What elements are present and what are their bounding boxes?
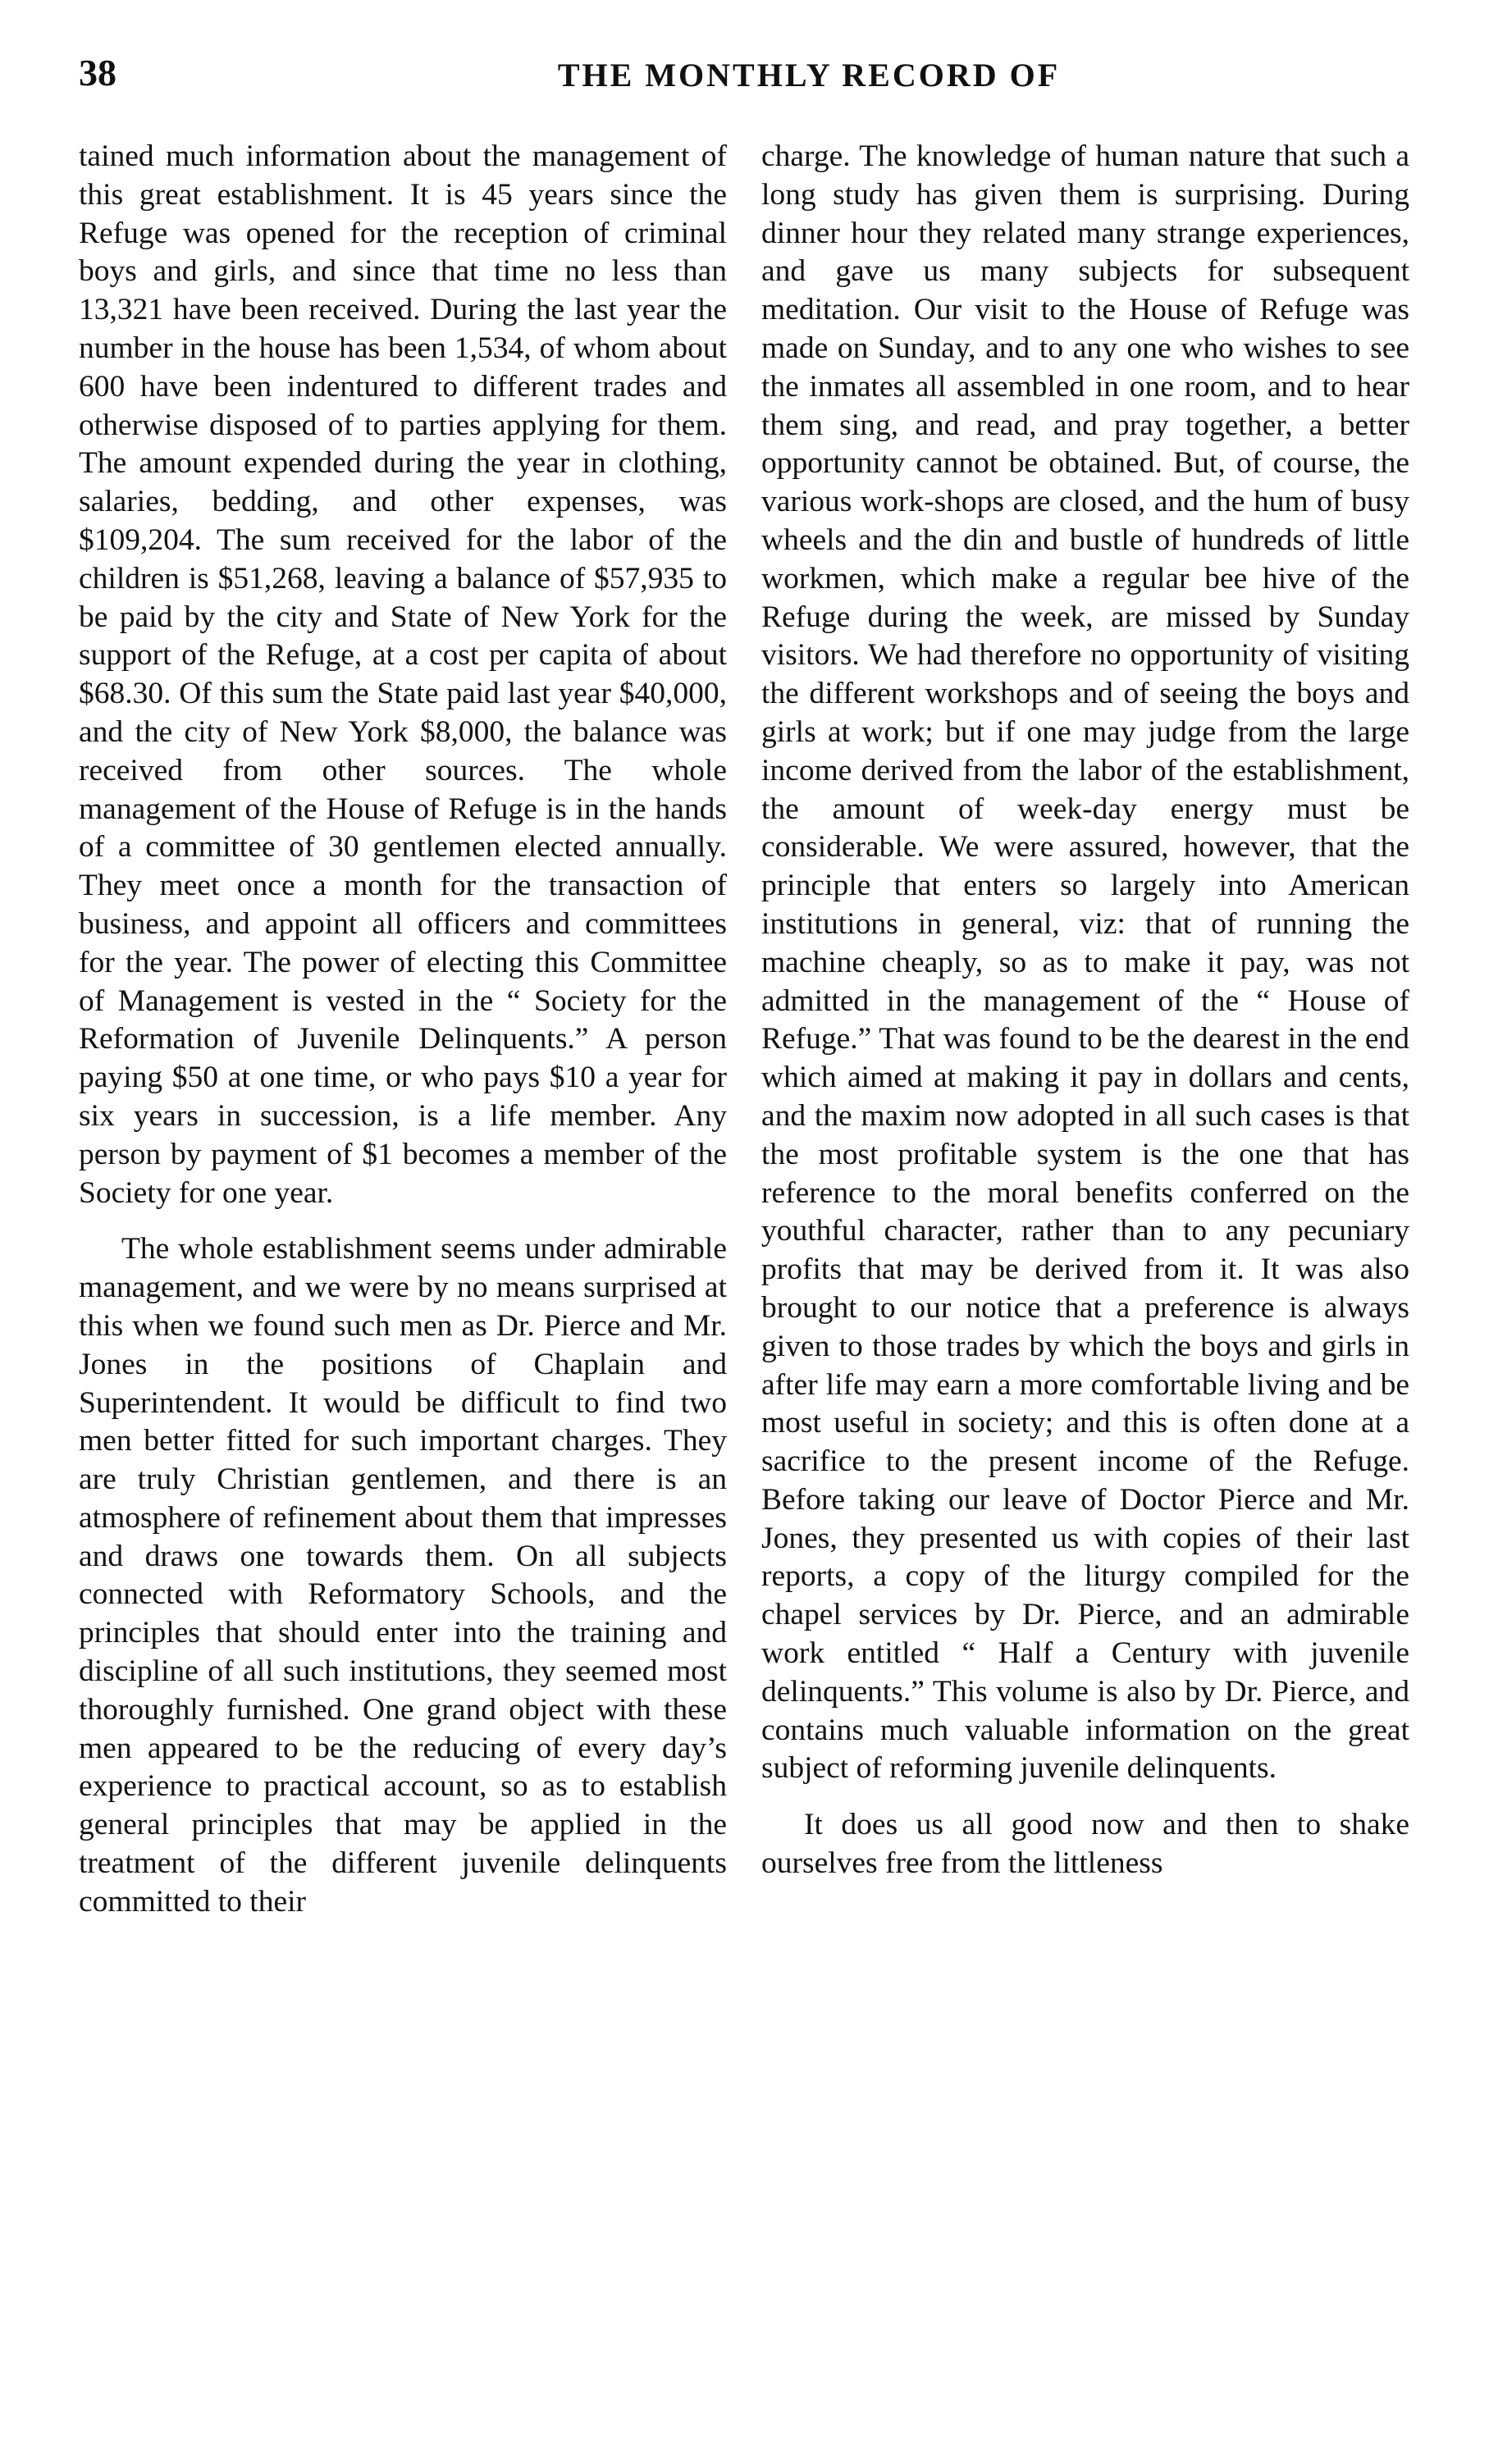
left-column — [79, 138, 727, 2434]
page-number: 38 — [79, 52, 116, 94]
running-head: THE MONTHLY RECORD OF — [557, 57, 1061, 94]
right-column — [761, 138, 1409, 2434]
right-paragraph-2: It does us all good now and then to shake ourselves free from the littleness — [761, 1808, 1409, 1881]
page-header — [79, 51, 1457, 116]
left-paragraph-2: The whole establishment seems under admirable management, and we were by no means surprised at this when we found such men as Dr. Pierce and Mr. Jones in the positions of Chaplain and Superintendent. It would be difficult to find two men better fitted for such important charges. They are truly Christian gentlemen, and there is an atmosphere of refinement about them that impresses and draws one towards them. On all subjects connected with Reformatory Schools, and the principles that should enter into the training and discipline of all such institutions, they seemed most thoroughly furnished. One grand object with these men appeared to be the reducing of every day’s experience to practical account, so as to establish general principles that may be applied in the treatment of the different juvenile delinquents committed to their — [79, 1232, 727, 1919]
right-paragraph-1: charge. The knowledge of human nature that such a long study has given them is surprising. During dinner hour they related many strange experiences, and gave us many subjects for subsequent meditation. Our visit to the House of Refuge was made on Sunday, and to any one who wishes to see the inmates all assembled in one room, and to hear them sing, and read, and pray together, a better opportunity cannot be obtained. But, of course, the various work-shops are closed, and the hum of busy wheels and the din and bustle of hundreds of little workmen, which make a regular bee hive of the Refuge during the week, are missed by Sunday visitors. We had therefore no opportunity of visiting the different workshops and of seeing the boys and girls at work; but if one may judge from the large income derived from the labor of the establishment, the amount of week-day energy must be considerable. We were assured, however, that the principle that enters so largely into American institutions in general, viz: that of running the machine cheaply, so as to make it pay, was not admitted in the management of the “ House of Refuge.” That was found to be the dearest in the end which aimed at making it pay in dollars and cents, and the maxim now adopted in all such cases is that the most profitable system is the one that has reference to the moral benefits conferred on the youthful character, rather than to any pecuniary profits that may be derived from it. It was also brought to our notice that a preference is always given to those trades by which the boys and girls in after life may earn a more comfortable living and be most useful in society; and this is often done at a sacrifice to the present income of the Refuge. Before taking our leave of Doctor Pierce and Mr. Jones, they presented us with copies of their last reports, a copy of the liturgy compiled for the chapel services by Dr. Pierce, and an admirable work entitled “ Half a Century with juvenile delinquents.” This volume is also by Dr. Pierce, and contains much valuable information on the great subject of reforming juvenile delinquents. — [761, 139, 1409, 1786]
left-paragraph-1: tained much information about the management of this great establishment. It is 45 years since the Refuge was opened for the reception of criminal boys and girls, and since that time no less than 13,321 have been received. During the last year the number in the house has been 1,534, of whom about 600 have been indentured to different trades and otherwise disposed of to parties applying for them. The amount expended during the year in clothing, salaries, bedding, and other expenses, was $109,204. The sum received for the labor of the children is $51,268, leaving a balance of $57,935 to be paid by the city and State of New York for the support of the Refuge, at a cost per capita of about $68.30. Of this sum the State paid last year $40,000, and the city of New York $8,000, the balance was received from other sources. The whole management of the House of Refuge is in the hands of a committee of 30 gentlemen elected annually. They meet once a month for the transaction of business, and appoint all officers and committees for the year. The power of electing this Committee of Management is vested in the “ Society for the Reformation of Juvenile Delinquents.” A person paying $50 at one time, or who pays $10 a year for six years in succession, is a life member. Any person by payment of $1 becomes a member of the Society for one year. — [79, 139, 727, 1210]
